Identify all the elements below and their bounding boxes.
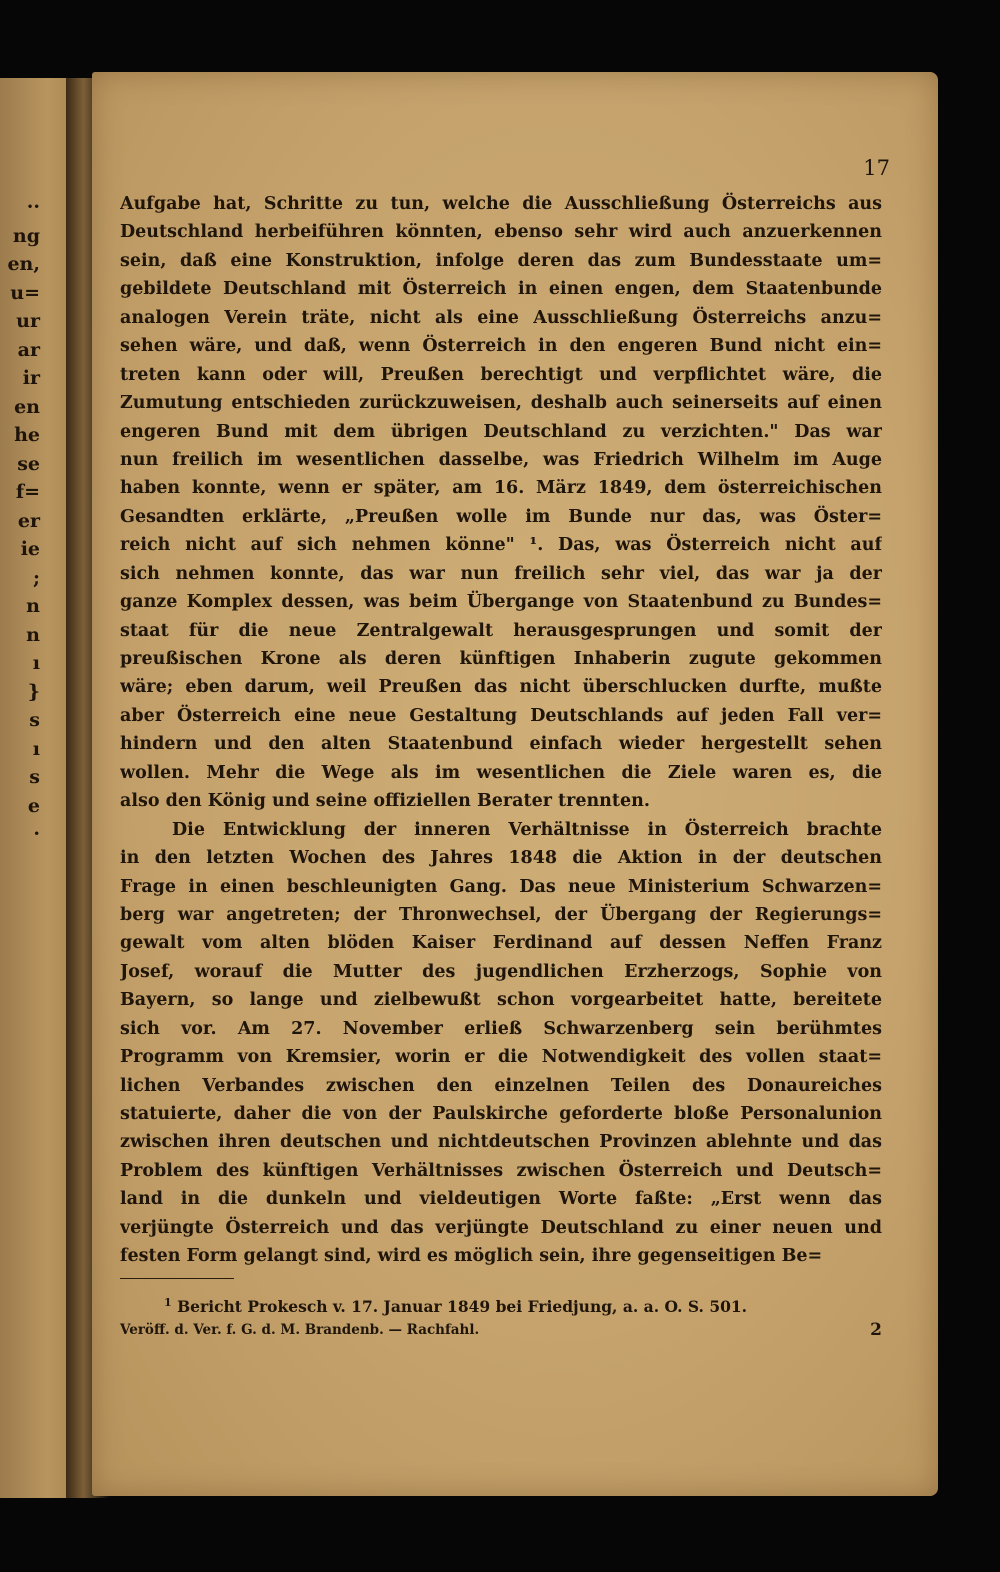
left-page-fragment: e xyxy=(27,794,40,817)
text-line: berg war angetreten; der Thronwechsel, der Übergang der Regierungs= xyxy=(120,904,882,925)
text-line: sich nehmen konnte, das war nun freilich sehr viel, das war ja der xyxy=(120,563,882,584)
text-line: preußischen Krone als deren künftigen Inhaberin zugute gekommen xyxy=(120,649,882,669)
footnote-rule xyxy=(120,1278,234,1279)
left-page-fragment: ·· xyxy=(26,196,40,218)
text-line: statuierte, daher die von der Paulskirche geforderte bloße Personalunion xyxy=(120,1104,882,1124)
text-line: sein, daß eine Konstruktion, infolge deren das zum Bundesstaate um= xyxy=(120,250,882,271)
left-page-fragment: ı xyxy=(32,652,40,674)
text-line: Gesandten erklärte, „Preußen wolle im Bunde nur das, was Öster= xyxy=(120,506,882,527)
left-page-fragment: n xyxy=(26,623,40,646)
left-page-fragment: he xyxy=(14,424,40,446)
left-page-fragment: ie xyxy=(20,538,40,560)
text-line: lichen Verbandes zwischen den einzelnen Teilen des Donaureiches xyxy=(120,1075,882,1096)
page-number: 17 xyxy=(863,156,890,180)
text-line: Programm von Kremsier, worin er die Notwendigkeit des vollen staat= xyxy=(120,1047,882,1068)
left-page-fragment: ng xyxy=(12,224,40,247)
footnote-text: Bericht Prokesch v. 17. Januar 1849 bei Friedjung, a. a. O. S. 501. xyxy=(177,1297,748,1317)
text-line: staat für die neue Zentralgewalt herausgesprungen und somit der xyxy=(120,620,882,641)
left-page-fragment: ur xyxy=(16,310,40,332)
text-line: engeren Bund mit dem übrigen Deutschland zu verzichten." Das war xyxy=(120,421,882,442)
text-line: gewalt vom alten blöden Kaiser Ferdinand auf dessen Neffen Franz xyxy=(120,933,882,954)
text-line: Zumutung entschieden zurückzuweisen, deshalb auch seinerseits auf einen xyxy=(120,393,882,414)
footnote xyxy=(164,1296,882,1316)
text-line: Problem des künftigen Verhältnisses zwischen Österreich und Deutsch= xyxy=(120,1160,882,1181)
text-line: in den letzten Wochen des Jahres 1848 die Aktion in der deutschen xyxy=(120,848,882,869)
signature-mark: 2 xyxy=(870,1320,882,1340)
text-line: analogen Verein träte, nicht als eine Ausschließung Österreichs anzu= xyxy=(120,307,882,328)
text-line: Bayern, so lange und zielbewußt schon vorgearbeitet hatte, bereitete xyxy=(120,990,882,1011)
text-line: Deutschland herbeiführen könnten, ebenso sehr wird auch anzuerkennen xyxy=(120,222,882,243)
book-page xyxy=(92,72,938,1496)
text-line: sehen wäre, und daß, wenn Österreich in den engeren Bund nicht ein= xyxy=(120,336,882,357)
text-line: haben konnte, wenn er später, am 16. März 1849, dem österreichischen xyxy=(120,478,882,499)
left-page-fragment: f= xyxy=(15,481,40,503)
text-line: Josef, worauf die Mutter des jugendlichen Erzherzogs, Sophie von xyxy=(120,961,882,982)
text-line: land in die dunkeln und vieldeutigen Worte faßte: „Erst wenn das xyxy=(120,1189,882,1210)
left-page-fragment: ar xyxy=(17,338,40,361)
left-page-fragment: s xyxy=(29,709,40,731)
text-line: treten kann oder will, Preußen berechtigt und verpflichtet wäre, die xyxy=(120,364,882,385)
left-page-fragment: en, xyxy=(7,253,40,275)
footnote-marker: 1 xyxy=(164,1296,172,1309)
left-page-fragment: er xyxy=(17,509,40,532)
text-line: festen Form gelangt sind, wird es möglich sein, ihre gegenseitigen Be= xyxy=(120,1246,823,1267)
text-line: zwischen ihren deutschen und nichtdeutschen Provinzen ablehnte und das xyxy=(120,1132,882,1153)
left-page-fragment: en xyxy=(14,395,40,418)
left-page-fragment: u= xyxy=(10,281,40,304)
left-page-fragment: s xyxy=(29,766,40,788)
left-page-fragment: } xyxy=(27,680,40,703)
text-line: reich nicht auf sich nehmen könne" ¹. Das, was Österreich nicht auf xyxy=(120,535,882,556)
text-line: also den König und seine offiziellen Berater trennten. xyxy=(120,791,650,812)
left-page-fragment: ; xyxy=(32,566,40,589)
text-line: wollen. Mehr die Wege als im wesentlichen die Ziele waren es, die xyxy=(120,762,882,783)
text-line: verjüngte Österreich und das verjüngte Deutschland zu einer neuen und xyxy=(120,1217,882,1238)
left-page-fragment: se xyxy=(17,452,40,475)
text-line: gebildete Deutschland mit Österreich in einen engen, dem Staatenbunde xyxy=(120,279,882,300)
text-line: hindern und den alten Staatenbund einfach wieder hergestellt sehen xyxy=(120,734,882,755)
left-page-fragment: ı xyxy=(32,737,40,760)
left-page-fragment: ir xyxy=(22,367,40,389)
signature-text: Veröff. d. Ver. f. G. d. M. Brandenb. — Rachfahl. xyxy=(120,1322,480,1338)
body-text xyxy=(120,190,882,1271)
printer-signature xyxy=(120,1322,882,1338)
text-line: aber Österreich eine neue Gestaltung Deutschlands auf jeden Fall ver= xyxy=(120,705,882,726)
text-line: Frage in einen beschleunigten Gang. Das neue Ministerium Schwarzen= xyxy=(120,876,882,897)
left-page-fragment: n xyxy=(26,595,40,617)
text-line: wäre; eben darum, weil Preußen das nicht überschlucken durfte, mußte xyxy=(120,677,882,698)
text-line: Die Entwicklung der inneren Verhältnisse in Österreich brachte xyxy=(172,819,882,840)
text-line: nun freilich im wesentlichen dasselbe, was Friedrich Wilhelm im Auge xyxy=(120,449,882,470)
text-line: sich vor. Am 27. November erließ Schwarzenberg sein berühmtes xyxy=(120,1018,882,1039)
text-line: Aufgabe hat, Schritte zu tun, welche die Ausschließung Österreichs aus xyxy=(120,194,882,214)
left-page-fragment: · xyxy=(33,823,40,845)
text-line: ganze Komplex dessen, was beim Übergange von Staatenbund zu Bundes= xyxy=(120,592,882,613)
